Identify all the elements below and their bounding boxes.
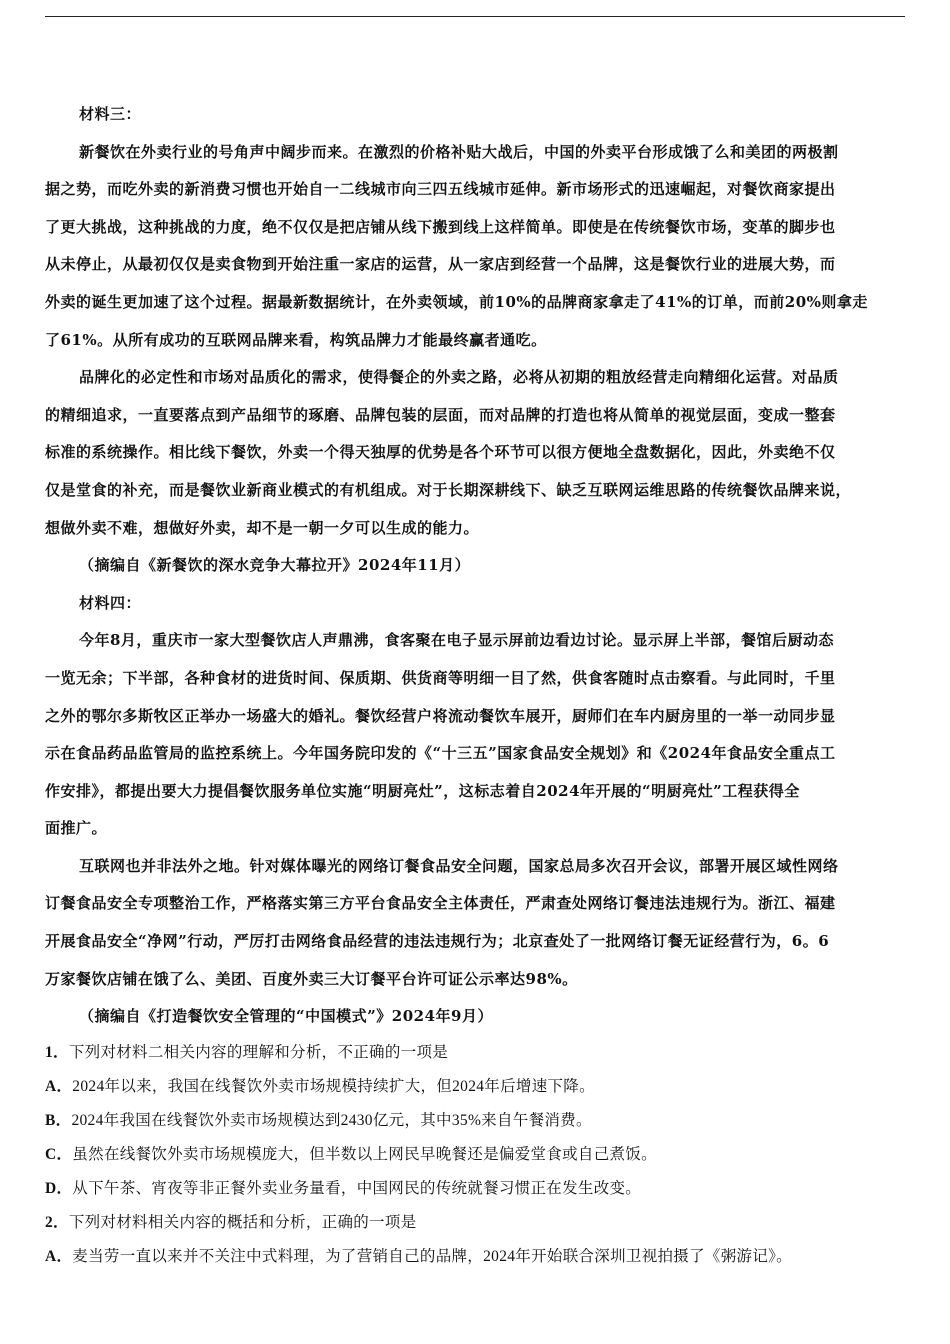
- material3-line: 标准的系统操作。相比线下餐饮，外卖一个得天独厚的优势是各个环节可以很方便地全盘数据化，因此，外卖绝不仅: [45, 443, 836, 462]
- answer-option: [45, 1138, 907, 1172]
- answer-option: [45, 1172, 907, 1206]
- material3-line: 仅是堂食的补充，而是餐饮业新商业模式的有机组成。对于长期深耕线下、缺乏互联网运维思路的传统餐饮品牌来说，: [45, 480, 852, 499]
- document-body: [45, 96, 907, 1274]
- option-text: 从下午茶、宵夜等非正餐外卖业务量看，中国网民的传统就餐习惯正在发生改变。: [72, 1179, 642, 1197]
- material3-heading: 材料三：: [79, 105, 142, 123]
- material3-line: 了61%。从所有成功的互联网品牌来看，构筑品牌力才能最终赢者通吃。: [45, 330, 547, 349]
- question-stem: [45, 1206, 907, 1240]
- option-letter: A．: [45, 1247, 73, 1265]
- option-letter: C．: [45, 1145, 73, 1163]
- material3-line: 外卖的诞生更加速了这个过程。据最新数据统计，在外卖领域，前10%的品牌商家拿走了41%的订单，而前20%则拿走: [45, 292, 868, 311]
- option-letter: B．: [45, 1111, 72, 1129]
- material3-line: 新餐饮在外卖行业的号角声中阔步而来。在激烈的价格补贴大战后，中国的外卖平台形成饿了么和美团的两极割: [79, 142, 839, 161]
- header-rule: [45, 16, 905, 17]
- option-text: 虽然在线餐饮外卖市场规模庞大，但半数以上网民早晚餐还是偏爱堂食或自己煮饭。: [72, 1145, 657, 1163]
- option-letter: D．: [45, 1179, 73, 1197]
- question-number: 2．: [45, 1213, 69, 1231]
- option-letter: A．: [45, 1077, 73, 1095]
- material3-line: 据之势，而吃外卖的新消费习惯也开始自一二线城市向三四五线城市延伸。新市场形式的迅速崛起，对餐饮商家提出: [45, 180, 836, 199]
- material4-line: 开展食品安全“净网”行动，严厉打击网络食品经营的违法违规行为；北京查处了一批网络订餐无证经营行为，6。6: [45, 932, 830, 951]
- answer-option: [45, 1240, 907, 1274]
- material4-line: 示在食品药品监管局的监控系统上。今年国务院印发的《“十三五”国家食品安全规划》和《2024年食品安全重点工: [45, 744, 836, 763]
- material4-line: 之外的鄂尔多斯牧区正举办一场盛大的婚礼。餐饮经营户将流动餐饮车展开，厨师们在车内厨房里的一举一动同步显: [45, 706, 836, 725]
- material4-line: 作安排》，都提出要大力提倡餐饮服务单位实施“明厨亮灶”，这标志着自2024年开展的“明厨亮灶”工程获得全: [45, 781, 800, 800]
- material4-line: 万家餐饮店铺在饿了么、美团、百度外卖三大订餐平台许可证公示率达98%。: [45, 969, 578, 988]
- material4-line: 订餐食品安全专项整治工作，严格落实第三方平台食品安全主体责任，严肃查处网络订餐违法违规行为。浙江、福建: [45, 894, 836, 913]
- material3-line: 从未停止，从最初仅仅是卖食物到开始注重一家店的运营，从一家店到经营一个品牌，这是餐饮行业的进展大势，而: [45, 255, 836, 274]
- option-text: 2024年我国在线餐饮外卖市场规模达到2430亿元，其中35%来自午餐消费。: [71, 1111, 592, 1129]
- material4-line: 一览无余；下半部，各种食材的进货时间、保质期、供货商等明细一目了然，供食客随时点击察看。与此同时，千里: [45, 668, 836, 687]
- material4-heading: 材料四：: [79, 593, 142, 612]
- material3-line: 品牌化的必定性和市场对品质化的需求，使得餐企的外卖之路，必将从初期的粗放经营走向精细化运营。对品质: [79, 368, 839, 387]
- material4-line: 面推广。: [45, 819, 108, 838]
- question-text: 下列对材料相关内容的概括和分析，正确的一项是: [68, 1213, 417, 1231]
- material3-source: （摘编自《新餐饮的深水竞争大幕拉开》2024年11月）: [79, 556, 471, 575]
- material3-line: 了更大挑战，这种挑战的力度，绝不仅仅是把店铺从线下搬到线上这样简单。即使是在传统餐饮市场，变革的脚步也: [45, 217, 836, 236]
- question-text: 下列对材料二相关内容的理解和分析，不正确的一项是: [68, 1043, 449, 1061]
- option-text: 麦当劳一直以来并不关注中式料理，为了营销自己的品牌，2024年开始联合深圳卫视拍摄了《粥游记》。: [72, 1247, 792, 1265]
- material4-line: 互联网也并非法外之地。针对媒体曝光的网络订餐食品安全问题，国家总局多次召开会议，部署开展区域性网络: [79, 856, 839, 875]
- material4-line: 今年8月，重庆市一家大型餐饮店人声鼎沸，食客聚在电子显示屏前边看边讨论。显示屏上半部，餐馆后厨动态: [79, 631, 834, 650]
- material4-source: （摘编自《打造餐饮安全管理的“中国模式”》2024年9月）: [79, 1007, 493, 1026]
- answer-option: [45, 1104, 907, 1138]
- material3-line: 想做外卖不难，想做好外卖，却不是一朝一夕可以生成的能力。: [45, 518, 480, 537]
- answer-option: [45, 1070, 907, 1104]
- material3-line: 的精细追求，一直要落点到产品细节的琢磨、品牌包装的层面，而对品牌的打造也将从简单的视觉层面，变成一整套: [45, 405, 836, 424]
- question-stem: [45, 1036, 907, 1070]
- option-text: 2024年以来，我国在线餐饮外卖市场规模持续扩大，但2024年后增速下降。: [72, 1077, 595, 1095]
- question-number: 1．: [45, 1043, 69, 1061]
